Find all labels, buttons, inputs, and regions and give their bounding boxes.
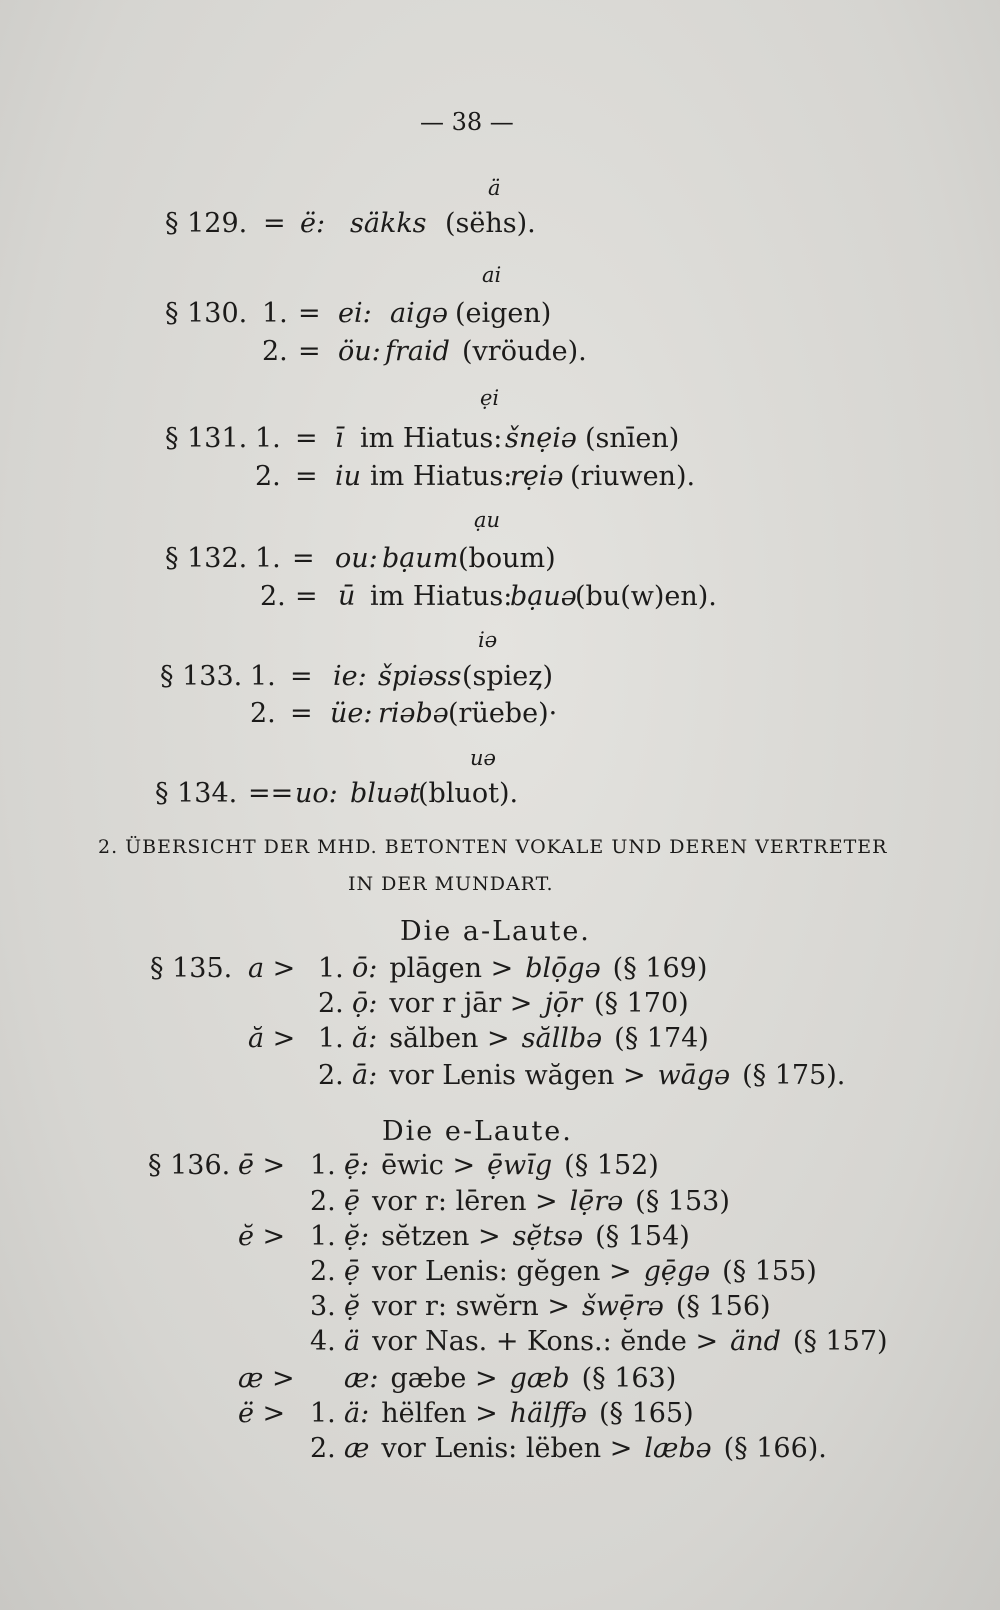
- section-ref: (§ 156): [675, 1291, 771, 1322]
- mhd-example: vor Lenis wăgen >: [389, 1060, 646, 1091]
- dialect-example: læbə: [644, 1433, 712, 1464]
- section-ref: (§ 165): [599, 1398, 694, 1429]
- line-number: 1.: [250, 661, 276, 692]
- mhd-example: vor r: lēren >: [371, 1186, 558, 1217]
- line-number: 2.: [250, 698, 276, 729]
- source-vowel: ă >: [248, 1023, 296, 1054]
- source-vowel: üe:: [330, 698, 373, 729]
- equals-sign: =: [292, 543, 315, 574]
- section-ref: (§ 154): [595, 1221, 690, 1252]
- dialect-word: säkks: [350, 208, 427, 239]
- dialect-example: jọ̄r: [544, 988, 582, 1019]
- vowel-header-133: iə: [478, 628, 498, 652]
- row-number: 1.: [318, 953, 344, 984]
- vowel-header-130: ai: [482, 263, 502, 287]
- dialect-vowel: ă:: [352, 1023, 378, 1054]
- mhd-word: (bu(w)en).: [575, 581, 717, 612]
- dialect-example: săllbə: [521, 1023, 603, 1054]
- row-number: 1.: [318, 1023, 344, 1054]
- section-ref: (§ 153): [635, 1186, 730, 1217]
- section-number: § 129.: [165, 208, 248, 239]
- source-vowel: uo:: [295, 778, 338, 809]
- overview-heading-line2: IN DER MUNDART.: [348, 873, 554, 895]
- row-number: 2.: [310, 1186, 336, 1217]
- dialect-vowel: ä: [344, 1326, 361, 1357]
- dialect-word: šnẹiə: [505, 423, 577, 454]
- row-number: 3.: [310, 1291, 336, 1322]
- section-number: § 133.: [160, 661, 243, 692]
- overview-heading-line1: 2. ÜBERSICHT DER MHD. BETONTEN VOKALE UND DEREN VERTRETER: [98, 836, 888, 858]
- equals-sign: =: [295, 461, 318, 492]
- row-number: 1.: [310, 1398, 336, 1429]
- dialect-vowel: ẹ̄: [344, 1186, 360, 1217]
- section-number-136: § 136.: [148, 1150, 231, 1181]
- mhd-word: (rüebe)·: [448, 698, 558, 729]
- mhd-word: (bluot).: [418, 778, 519, 809]
- dialect-example: šwẹ̄rə: [582, 1291, 664, 1322]
- context: im Hiatus:: [360, 423, 503, 454]
- mhd-word: (riuwen).: [570, 461, 696, 492]
- source-vowel: ei:: [338, 298, 372, 329]
- section-ref: (§ 155): [722, 1256, 817, 1287]
- equals-sign: =: [298, 336, 321, 367]
- section-ref: (§ 166).: [723, 1433, 827, 1464]
- line-number: 1.: [255, 543, 281, 574]
- line-number: 1.: [255, 423, 281, 454]
- mhd-example: plāgen >: [389, 953, 514, 984]
- section-number: § 132.: [165, 543, 248, 574]
- dialect-vowel: ẹ̄:: [344, 1150, 370, 1181]
- mhd-word: (spieȥ): [462, 661, 554, 692]
- a-laute-heading: Die a-Laute.: [400, 916, 591, 947]
- dialect-example: sẹ̆tsə: [512, 1221, 584, 1252]
- row-number: 2.: [318, 988, 344, 1019]
- equals-sign: =: [290, 661, 313, 692]
- mhd-example: vor Lenis: gĕgen >: [371, 1256, 632, 1287]
- source-vowel: ë:: [300, 208, 326, 239]
- section-ref: (§ 163): [581, 1363, 677, 1394]
- section-ref: (§ 152): [564, 1150, 659, 1181]
- dialect-word: fraid: [385, 336, 450, 367]
- row-number: 2.: [310, 1433, 336, 1464]
- vowel-header-129: ä: [488, 176, 501, 200]
- dialect-vowel: ọ̄:: [352, 988, 378, 1019]
- equals-sign: ==: [248, 778, 294, 809]
- row-number: 4.: [310, 1326, 336, 1357]
- source-vowel: öu:: [338, 336, 381, 367]
- source-vowel: ou:: [335, 543, 378, 574]
- source-vowel: iu: [335, 461, 362, 492]
- section-ref: (§ 157): [792, 1326, 888, 1357]
- source-vowel: ū: [338, 581, 356, 612]
- dialect-example: hälffə: [509, 1398, 588, 1429]
- section-number: § 130.: [165, 298, 248, 329]
- source-vowel: a >: [248, 953, 296, 984]
- mhd-word: (sëhs).: [445, 208, 536, 239]
- source-vowel: ī: [335, 423, 344, 454]
- dialect-example: gæb: [509, 1363, 570, 1394]
- mhd-example: sĕtzen >: [381, 1221, 501, 1252]
- dialect-example: gẹ̄gə: [643, 1256, 711, 1287]
- section-ref: (§ 170): [593, 988, 689, 1019]
- equals-sign: =: [290, 698, 313, 729]
- section-ref: (§ 174): [614, 1023, 709, 1054]
- mhd-example: gæbe >: [390, 1363, 498, 1394]
- dialect-word: aigə: [390, 298, 448, 329]
- dialect-vowel: ẹ̆:: [344, 1221, 370, 1252]
- context: im Hiatus:: [370, 461, 513, 492]
- dialect-word: bạuə: [510, 581, 577, 612]
- dialect-example: lẹ̄rə: [569, 1186, 624, 1217]
- dialect-word: bluət: [350, 778, 421, 809]
- dialect-word: bạum: [382, 543, 459, 574]
- mhd-example: vor Lenis: lëben >: [381, 1433, 633, 1464]
- mhd-example: ēwic >: [381, 1150, 476, 1181]
- source-vowel: ē >: [238, 1150, 286, 1181]
- source-vowel: æ >: [238, 1363, 295, 1394]
- dialect-vowel: ẹ̆: [344, 1291, 360, 1322]
- dialect-vowel: ā:: [352, 1060, 378, 1091]
- source-vowel: ie:: [333, 661, 367, 692]
- dialect-vowel: ō:: [352, 953, 378, 984]
- vowel-header-131: ẹi: [480, 386, 500, 410]
- section-ref: (§ 169): [612, 953, 708, 984]
- dialect-vowel: æ:: [344, 1363, 379, 1394]
- line-number: 2.: [262, 336, 288, 367]
- mhd-word: (eigen): [455, 298, 552, 329]
- section-number: § 131.: [165, 423, 248, 454]
- row-number: 2.: [318, 1060, 344, 1091]
- section-number-135: § 135.: [150, 953, 233, 984]
- vowel-header-134: uə: [470, 746, 496, 770]
- mhd-word: (vröude).: [462, 336, 587, 367]
- mhd-word: (boum): [458, 543, 556, 574]
- dialect-vowel: ä:: [344, 1398, 370, 1429]
- line-number: 1.: [262, 298, 288, 329]
- mhd-example: hëlfen >: [381, 1398, 498, 1429]
- row-number: 1.: [310, 1221, 336, 1252]
- equals-sign: =: [263, 208, 286, 239]
- mhd-example: vor Nas. + Kons.: ĕnde >: [372, 1326, 719, 1357]
- line-number: 2.: [260, 581, 286, 612]
- source-vowel: ë >: [238, 1398, 286, 1429]
- context: im Hiatus:: [370, 581, 513, 612]
- dialect-word: špiəss: [378, 661, 462, 692]
- mhd-word: (snīen): [585, 423, 680, 454]
- dialect-example: blọ̄gə: [525, 953, 601, 984]
- dialect-word: riəbə: [378, 698, 449, 729]
- row-number: 2.: [310, 1256, 336, 1287]
- equals-sign: =: [295, 423, 318, 454]
- vowel-header-132: ạu: [474, 508, 501, 532]
- dialect-example: wāgə: [657, 1060, 731, 1091]
- equals-sign: =: [298, 298, 321, 329]
- row-number: 1.: [310, 1150, 336, 1181]
- dialect-word: rẹiə: [510, 461, 564, 492]
- mhd-example: sălben >: [389, 1023, 510, 1054]
- source-vowel: ĕ >: [238, 1221, 286, 1252]
- page-number: — 38 —: [420, 108, 514, 136]
- equals-sign: =: [295, 581, 318, 612]
- dialect-vowel: æ: [344, 1433, 370, 1464]
- mhd-example: vor r jār >: [389, 988, 533, 1019]
- dialect-example: ẹ̄wīg: [487, 1150, 553, 1181]
- dialect-vowel: ẹ̄: [344, 1256, 360, 1287]
- dialect-example: änd: [730, 1326, 781, 1357]
- e-laute-heading: Die e-Laute.: [382, 1116, 573, 1147]
- line-number: 2.: [255, 461, 281, 492]
- section-ref: (§ 175).: [742, 1060, 846, 1091]
- mhd-example: vor r: swĕrn >: [371, 1291, 571, 1322]
- section-number: § 134.: [155, 778, 238, 809]
